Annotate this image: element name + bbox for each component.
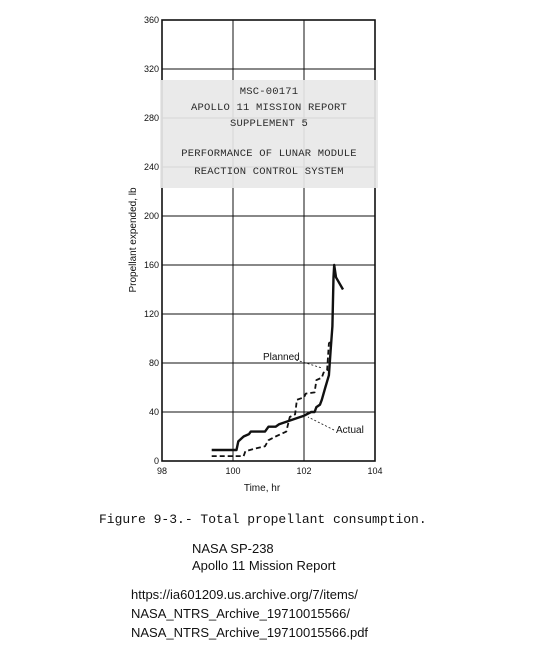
y-tick-label: 360 — [143, 15, 159, 25]
source-url-line-3: NASA_NTRS_Archive_19710015566.pdf — [131, 625, 369, 640]
y-axis-label: Propellant expended, lb — [128, 187, 139, 293]
y-tick-label: 280 — [143, 113, 159, 123]
stamp-line: MSC-00171 — [239, 86, 299, 98]
source-title: NASA SP-238 — [192, 541, 274, 556]
x-tick-label: 98 — [156, 466, 168, 476]
stamp-line: REACTION CONTROL SYSTEM — [194, 166, 344, 178]
y-tick-label: 200 — [143, 211, 159, 221]
stamp-line: SUPPLEMENT 5 — [229, 118, 308, 130]
document-stamp — [160, 80, 378, 188]
stamp-line: PERFORMANCE OF LUNAR MODULE — [181, 148, 357, 160]
source-subtitle: Apollo 11 Mission Report — [192, 558, 336, 573]
y-tick-label: 240 — [143, 162, 159, 172]
y-tick-label: 160 — [143, 260, 159, 270]
source-url-line-2: NASA_NTRS_Archive_19710015566/ — [131, 606, 350, 621]
stamp-line: APOLLO 11 MISSION REPORT — [190, 102, 348, 114]
leader-planned — [296, 360, 322, 368]
x-tick-label: 100 — [225, 466, 241, 476]
x-tick-label: 104 — [367, 466, 383, 476]
x-tick-label: 102 — [296, 466, 312, 476]
x-axis-label: Time, hr — [243, 483, 281, 494]
leader-actual — [308, 417, 334, 430]
y-tick-label: 0 — [153, 456, 159, 466]
series-label-actual: Actual — [336, 425, 364, 436]
series-label-planned: Planned — [263, 352, 300, 363]
y-tick-label: 120 — [143, 309, 159, 319]
figure-caption: Figure 9-3.- Total propellant consumption. — [99, 512, 427, 527]
y-tick-label: 80 — [148, 358, 159, 368]
y-tick-label: 40 — [148, 407, 159, 417]
source-url-line-1: https://ia601209.us.archive.org/7/items/ — [131, 587, 358, 602]
y-tick-label: 320 — [143, 64, 159, 74]
